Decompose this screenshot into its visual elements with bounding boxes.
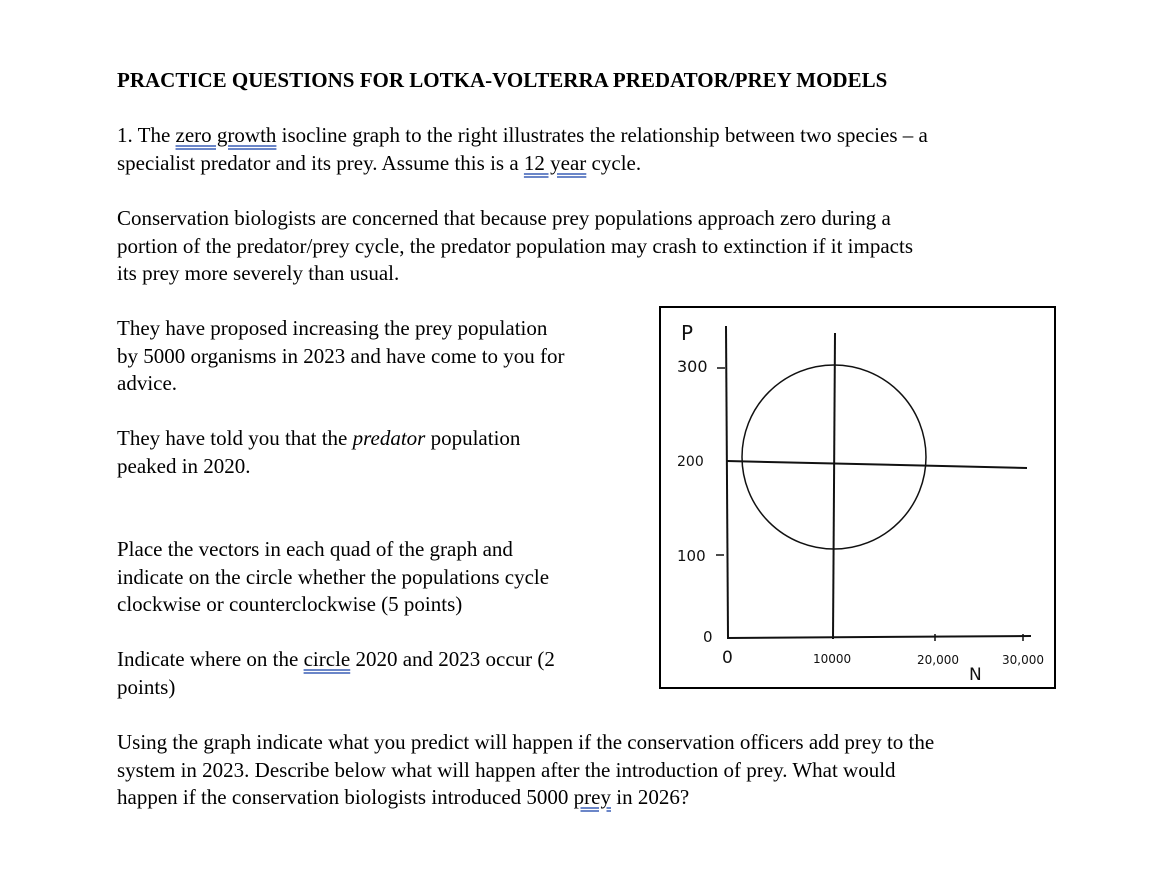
using-line-2: system in 2023. Describe below what will happen after the introduction of prey. What would — [117, 757, 896, 782]
isocline-graph-svg — [661, 308, 1054, 687]
vectors-line-3: clockwise or counterclockwise (5 points) — [117, 592, 463, 616]
proposal-line-1: They have proposed increasing the prey population — [117, 316, 548, 340]
indicate-line-2: points) — [117, 674, 176, 699]
isocline-graph — [659, 306, 1056, 689]
predator-isocline — [833, 333, 835, 639]
question-1-line-1: 1. The zero growth isocline graph to the right illustrates the relationship between two species – a — [117, 123, 928, 147]
predator-italic: predator — [352, 426, 426, 450]
indicate-line-1: Indicate where on the circle 2020 and 2023 occur (2 — [117, 647, 555, 671]
x-axis-label: N — [969, 665, 982, 685]
y-axis-line — [726, 326, 728, 638]
y-tick-0: 0 — [703, 628, 713, 646]
vectors-line-2: indicate on the circle whether the populations cycle — [117, 564, 550, 589]
x-tick-0: 0 — [722, 648, 733, 668]
told-line-2: peaked in 2020. — [117, 453, 251, 478]
circle-link: circle — [303, 647, 351, 671]
told-line-1: They have told you that the predator population — [117, 426, 521, 450]
y-axis-label: P — [681, 321, 694, 345]
concern-line-3: its prey more severely than usual. — [117, 261, 400, 285]
y-tick-300: 300 — [677, 357, 708, 376]
twelve-year-link: 12 year — [523, 150, 587, 175]
x-tick-30000: 30,000 — [1002, 653, 1044, 667]
concern-line-1: Conservation biologists are concerned that because prey populations approach zero during a — [117, 206, 891, 230]
x-tick-20000: 20,000 — [917, 653, 959, 667]
page-title: PRACTICE QUESTIONS FOR LOTKA-VOLTERRA PREDATOR/PREY MODELS — [117, 68, 888, 92]
y-tick-200: 200 — [677, 454, 704, 470]
prey-isocline — [727, 461, 1027, 468]
proposal-line-2: by 5000 organisms in 2023 and have come to you for — [117, 343, 565, 368]
vectors-line-1: Place the vectors in each quad of the graph and — [117, 537, 513, 561]
proposal-line-3: advice. — [117, 371, 178, 395]
x-axis-line — [727, 636, 1031, 638]
using-line-1: Using the graph indicate what you predict will happen if the conservation officers add prey to the — [117, 730, 935, 754]
x-tick-10000: 10000 — [813, 652, 852, 666]
y-tick-100: 100 — [677, 547, 706, 565]
concern-line-2: portion of the predator/prey cycle, the predator population may crash to extinction if it impacts — [117, 233, 914, 258]
zero-growth-link: zero growth — [175, 123, 277, 147]
using-line-3: happen if the conservation biologists introduced 5000 prey in 2026? — [117, 785, 690, 809]
prey-link: prey — [573, 785, 611, 809]
question-1-line-2: specialist predator and its prey. Assume this is a 12 year cycle. — [117, 150, 642, 175]
